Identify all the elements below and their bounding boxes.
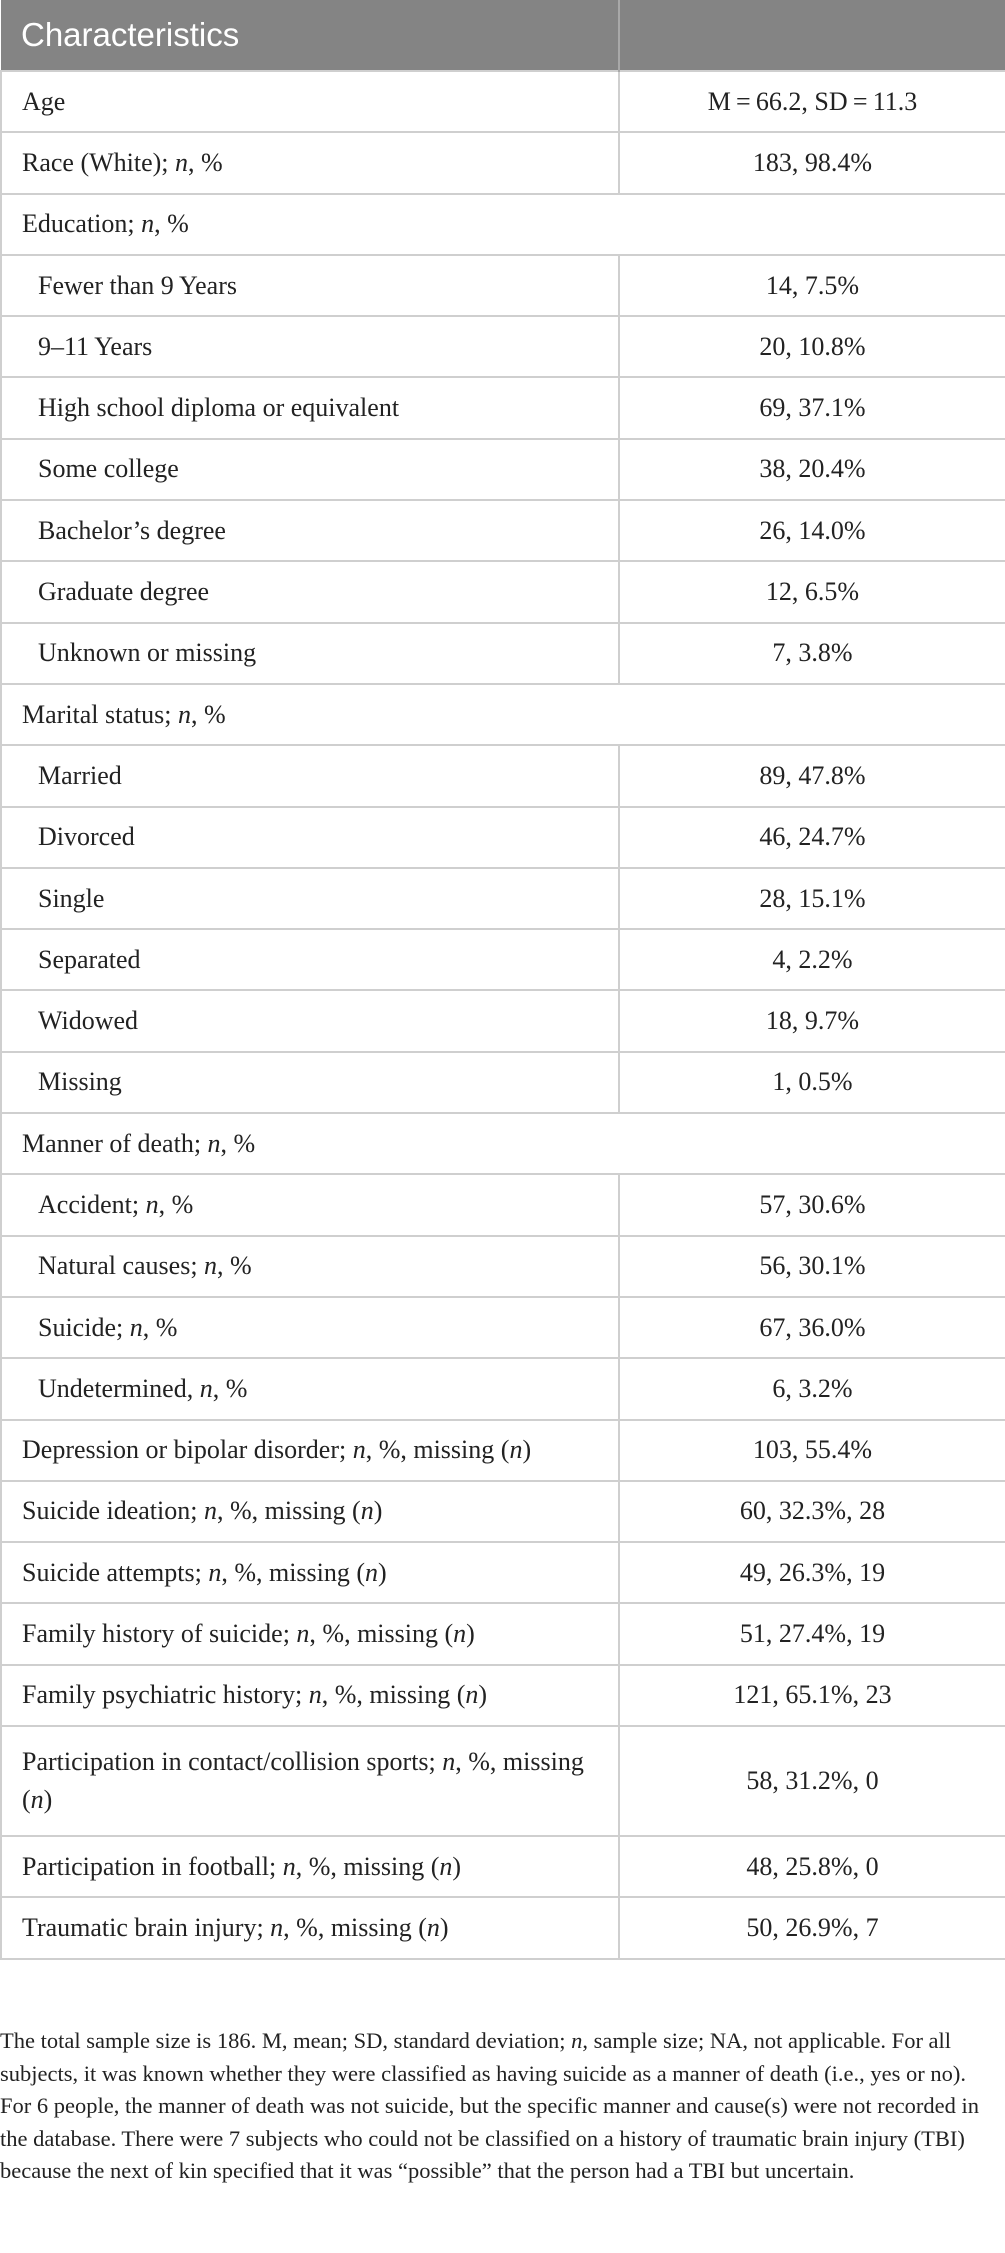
row-value: 6, 3.2% <box>619 1358 1005 1419</box>
row-value: 18, 9.7% <box>619 990 1005 1051</box>
row-value: 60, 32.3%, 28 <box>619 1481 1005 1542</box>
row-label: Marital status; n, % <box>1 684 619 745</box>
row-label: Suicide ideation; n, %, missing (n) <box>1 1481 619 1542</box>
table-row <box>1 990 1005 1051</box>
table-row <box>1 807 1005 868</box>
row-value: 67, 36.0% <box>619 1297 1005 1358</box>
row-label: Family history of suicide; n, %, missing (n) <box>1 1603 619 1664</box>
row-label: Married <box>1 745 619 806</box>
table-row <box>1 1052 1005 1113</box>
row-label: Divorced <box>1 807 619 868</box>
table-row <box>1 71 1005 132</box>
row-label: Traumatic brain injury; n, %, missing (n) <box>1 1897 619 1958</box>
row-value: 48, 25.8%, 0 <box>619 1836 1005 1897</box>
row-label: Manner of death; n, % <box>1 1113 619 1174</box>
row-label: Fewer than 9 Years <box>1 255 619 316</box>
table-row <box>1 1297 1005 1358</box>
footnote-text: The total sample size is 186. M, mean; SD, standard deviation; n, sample size; NA, not applicable. For all subjects, it was known whether they were classified as having suicide as a manner of death (i.e., yes or no). For 6 people, the manner of death was not suicide, but the specific manner and cause(s) were not recorded in the database. There were 7 subjects who could not be classified on a history of traumatic brain injury (TBI) because the next of kin specified that it was “possible” that the person had a TBI but uncertain. <box>0 2028 980 2183</box>
row-value: 4, 2.2% <box>619 929 1005 990</box>
row-value: 51, 27.4%, 19 <box>619 1603 1005 1664</box>
row-label: Widowed <box>1 990 619 1051</box>
table-row <box>1 745 1005 806</box>
header-characteristics: Characteristics <box>1 0 619 71</box>
row-value: M = 66.2, SD = 11.3 <box>619 71 1005 132</box>
table-row <box>1 1481 1005 1542</box>
row-label: Missing <box>1 1052 619 1113</box>
row-label: Single <box>1 868 619 929</box>
row-label: Undetermined, n, % <box>1 1358 619 1419</box>
table-row <box>1 929 1005 990</box>
row-value: 50, 26.9%, 7 <box>619 1897 1005 1958</box>
table-header-row <box>1 0 1005 71</box>
table-row <box>1 1726 1005 1836</box>
row-label: Suicide attempts; n, %, missing (n) <box>1 1542 619 1603</box>
table-row <box>1 1113 1005 1174</box>
table-row <box>1 255 1005 316</box>
table-row <box>1 623 1005 684</box>
row-label: Age <box>1 71 619 132</box>
row-label: Natural causes; n, % <box>1 1236 619 1297</box>
table-row <box>1 1542 1005 1603</box>
table-body <box>1 71 1005 1959</box>
row-value: 103, 55.4% <box>619 1420 1005 1481</box>
row-label: Depression or bipolar disorder; n, %, missing (n) <box>1 1420 619 1481</box>
row-label: Unknown or missing <box>1 623 619 684</box>
table-row <box>1 1236 1005 1297</box>
row-value: 1, 0.5% <box>619 1052 1005 1113</box>
table-row <box>1 316 1005 377</box>
row-value <box>619 684 1005 745</box>
row-label: Family psychiatric history; n, %, missing (n) <box>1 1665 619 1726</box>
table-row <box>1 194 1005 255</box>
table-row <box>1 439 1005 500</box>
table-row <box>1 1420 1005 1481</box>
row-label: High school diploma or equivalent <box>1 377 619 438</box>
row-value: 58, 31.2%, 0 <box>619 1726 1005 1836</box>
table-row <box>1 1897 1005 1958</box>
row-label: Race (White); n, % <box>1 132 619 193</box>
row-value: 28, 15.1% <box>619 868 1005 929</box>
table-row <box>1 868 1005 929</box>
row-label: Education; n, % <box>1 194 619 255</box>
row-label: Some college <box>1 439 619 500</box>
table-row <box>1 377 1005 438</box>
table-row <box>1 132 1005 193</box>
row-label: 9–11 Years <box>1 316 619 377</box>
table-row <box>1 1836 1005 1897</box>
row-label: Graduate degree <box>1 561 619 622</box>
row-value: 7, 3.8% <box>619 623 1005 684</box>
row-label: Bachelor’s degree <box>1 500 619 561</box>
row-value: 57, 30.6% <box>619 1174 1005 1235</box>
row-value: 12, 6.5% <box>619 561 1005 622</box>
row-value: 56, 30.1% <box>619 1236 1005 1297</box>
row-value: 46, 24.7% <box>619 807 1005 868</box>
row-value: 49, 26.3%, 19 <box>619 1542 1005 1603</box>
row-value: 26, 14.0% <box>619 500 1005 561</box>
table-row <box>1 1603 1005 1664</box>
row-label: Participation in football; n, %, missing (n) <box>1 1836 619 1897</box>
row-value: 14, 7.5% <box>619 255 1005 316</box>
row-value: 121, 65.1%, 23 <box>619 1665 1005 1726</box>
row-label: Accident; n, % <box>1 1174 619 1235</box>
header-values <box>619 0 1005 71</box>
row-value: 38, 20.4% <box>619 439 1005 500</box>
row-label: Participation in contact/collision sports; n, %, missing (n) <box>1 1726 619 1836</box>
row-label: Suicide; n, % <box>1 1297 619 1358</box>
table-row <box>1 1358 1005 1419</box>
table-row <box>1 561 1005 622</box>
row-value: 20, 10.8% <box>619 316 1005 377</box>
table-row <box>1 500 1005 561</box>
row-value <box>619 1113 1005 1174</box>
row-value <box>619 194 1005 255</box>
table-footnote <box>0 2025 990 2188</box>
row-value: 89, 47.8% <box>619 745 1005 806</box>
table-row <box>1 1665 1005 1726</box>
row-label: Separated <box>1 929 619 990</box>
table-row <box>1 684 1005 745</box>
table-row <box>1 1174 1005 1235</box>
row-value: 69, 37.1% <box>619 377 1005 438</box>
row-value: 183, 98.4% <box>619 132 1005 193</box>
